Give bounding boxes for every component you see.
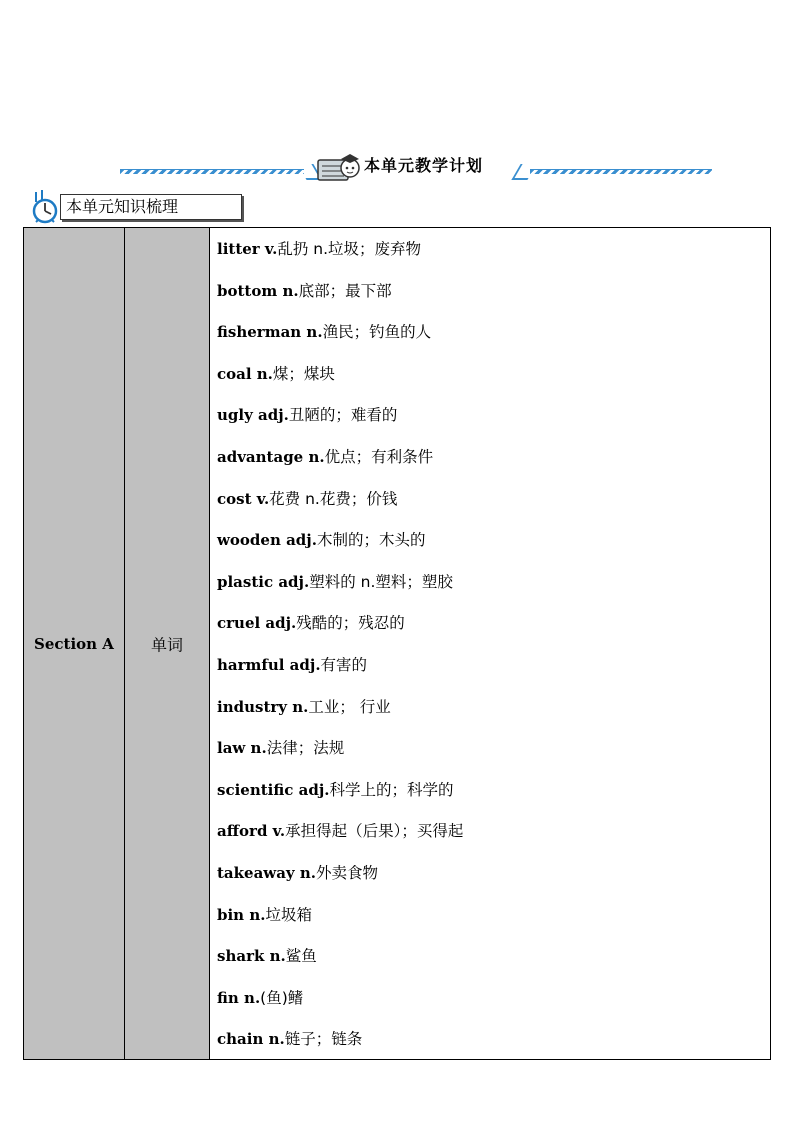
word-meaning: 塑料的 n.塑料；塑胶	[309, 572, 453, 591]
word-english: ugly adj.	[217, 406, 289, 425]
word-meaning: 链子；链条	[284, 1030, 363, 1049]
word-entry	[217, 236, 764, 278]
word-english: harmful adj.	[217, 655, 321, 674]
word-english: cruel adj.	[217, 614, 297, 633]
vocabulary-table	[23, 227, 771, 1060]
word-english: wooden adj.	[217, 531, 317, 550]
word-entry	[217, 319, 764, 361]
word-english: bin n.	[217, 905, 266, 924]
word-entry	[217, 486, 764, 528]
word-english: takeaway n.	[217, 863, 317, 882]
word-meaning: 优点；有利条件	[324, 447, 434, 466]
word-english: cost v.	[217, 489, 270, 508]
word-entry	[217, 444, 764, 486]
word-english: fisherman n.	[217, 323, 323, 342]
teacher-book-icon	[316, 150, 360, 182]
word-entry	[217, 902, 764, 944]
word-english: plastic adj.	[217, 572, 310, 591]
word-meaning: 外卖食物	[316, 863, 379, 882]
word-meaning: 木制的；木头的	[316, 531, 426, 550]
word-meaning: 乱扔 n.垃圾；废弃物	[277, 240, 422, 258]
word-english: fin n.	[217, 988, 261, 1007]
word-meaning: 垃圾箱	[265, 905, 312, 924]
word-entry	[217, 610, 764, 652]
word-entry	[217, 777, 764, 819]
word-meaning: 科学上的；科学的	[329, 780, 454, 799]
word-meaning: 花费 n.花费；价钱	[269, 489, 398, 508]
clock-icon	[30, 190, 64, 224]
word-english: coal n.	[217, 364, 273, 383]
section-cell	[24, 228, 125, 1059]
category-label: 单词	[150, 635, 183, 654]
section-label: Section A	[34, 634, 114, 653]
word-english: litter v.	[217, 240, 278, 258]
category-cell	[125, 228, 210, 1059]
word-entry	[217, 278, 764, 320]
word-meaning: 鲨鱼	[285, 947, 317, 966]
word-entry	[217, 527, 764, 569]
page-title: 本单元教学计划	[364, 156, 484, 175]
word-english: scientific adj.	[217, 780, 330, 799]
word-entry	[217, 652, 764, 694]
word-meaning: 工业； 行业	[308, 697, 391, 716]
page-heading-banner	[120, 148, 712, 184]
section-tag	[30, 190, 216, 224]
word-meaning: 底部；最下部	[298, 281, 392, 300]
banner-stripe-left	[120, 170, 304, 174]
word-entry	[217, 361, 764, 403]
word-entry	[217, 569, 764, 611]
word-list	[217, 236, 764, 1068]
banner-stripe-right	[530, 170, 712, 174]
word-entry	[217, 860, 764, 902]
word-english: shark n.	[217, 947, 286, 966]
word-meaning: 丑陋的；难看的	[288, 406, 398, 425]
word-entry	[217, 818, 764, 860]
word-english: law n.	[217, 739, 267, 758]
word-meaning: (鱼)鳍	[260, 988, 304, 1007]
word-entry	[217, 1026, 764, 1068]
word-entry	[217, 694, 764, 736]
word-english: advantage n.	[217, 447, 325, 466]
word-meaning: 有害的	[320, 655, 368, 674]
word-entry	[217, 735, 764, 777]
word-entry	[217, 943, 764, 985]
word-english: afford v.	[217, 822, 286, 841]
word-english: chain n.	[217, 1030, 285, 1049]
word-entry	[217, 402, 764, 444]
word-meaning: 煤；煤块	[272, 364, 335, 383]
word-meaning: 承担得起（后果）；买得起	[285, 822, 464, 841]
word-english: industry n.	[217, 697, 309, 716]
section-tag-label: 本单元知识梳理	[66, 197, 179, 216]
word-meaning: 渔民；钓鱼的人	[322, 323, 432, 342]
word-meaning: 残酷的；残忍的	[296, 614, 405, 633]
word-entry	[217, 985, 764, 1027]
word-english: bottom n.	[217, 281, 299, 300]
word-meaning: 法律；法规	[266, 739, 345, 758]
